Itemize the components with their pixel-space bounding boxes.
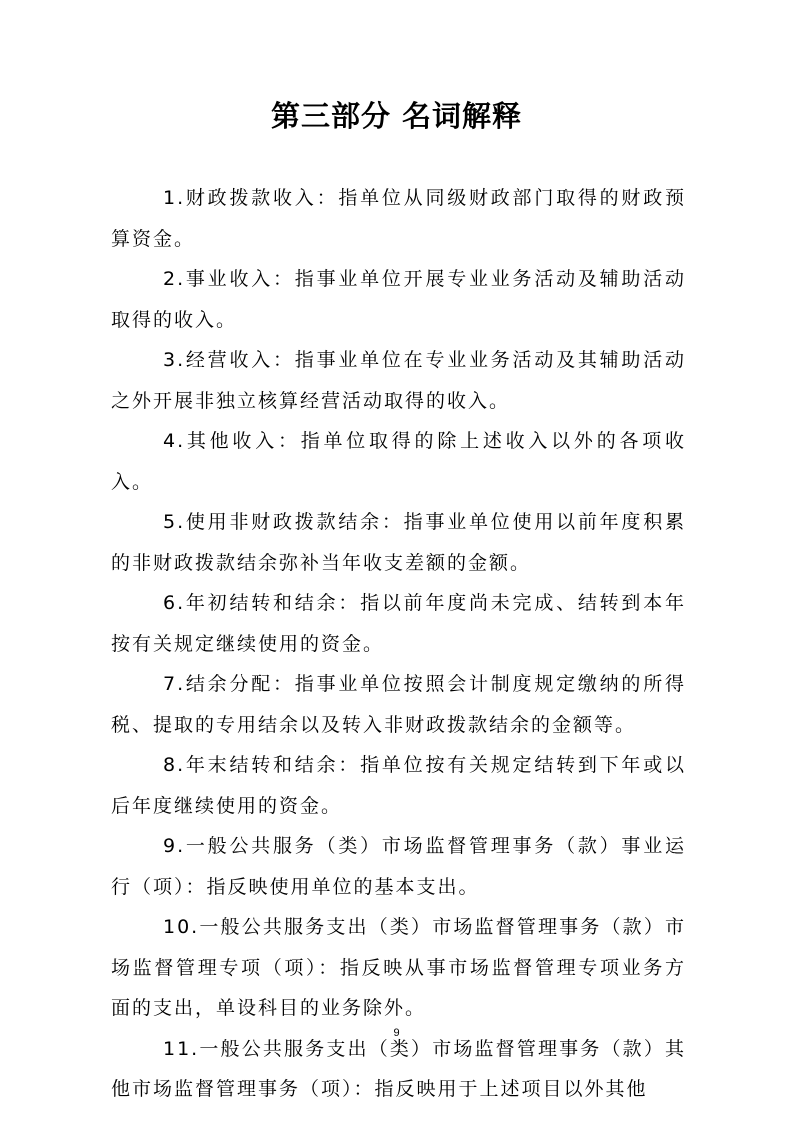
definition-paragraph: 1.财政拨款收入：指单位从同级财政部门取得的财政预算资金。 <box>111 187 686 250</box>
definition-paragraph: 2.事业收入：指事业单位开展专业业务活动及辅助活动取得的收入。 <box>111 268 686 331</box>
definition-paragraph: 6.年初结转和结余：指以前年度尚未完成、结转到本年按有关规定继续使用的资金。 <box>111 592 686 655</box>
page-number: 9 <box>393 1027 400 1039</box>
definition-paragraph: 8.年末结转和结余：指单位按有关规定结转到下年或以后年度继续使用的资金。 <box>111 754 686 817</box>
definitions-body <box>111 178 686 1110</box>
definition-paragraph: 7.结余分配：指事业单位按照会计制度规定缴纳的所得税、提取的专用结余以及转入非财政拨款结余的金额等。 <box>111 673 686 736</box>
definition-paragraph: 10.一般公共服务支出（类）市场监督管理事务（款）市场监督管理专项（项）：指反映从事市场监督管理专项业务方面的支出，单设科目的业务除外。 <box>111 916 686 1019</box>
definition-paragraph: 9.一般公共服务（类）市场监督管理事务（款）事业运行（项）：指反映使用单位的基本支出。 <box>111 835 686 898</box>
definition-paragraph: 4.其他收入：指单位取得的除上述收入以外的各项收入。 <box>111 430 686 493</box>
definition-paragraph: 3.经营收入：指事业单位在专业业务活动及其辅助活动之外开展非独立核算经营活动取得的收入。 <box>111 349 686 412</box>
definition-paragraph: 5.使用非财政拨款结余：指事业单位使用以前年度积累的非财政拨款结余弥补当年收支差额的金额。 <box>111 511 686 574</box>
definition-paragraph: 11.一般公共服务支出（类）市场监督管理事务（款）其他市场监督管理事务（项）：指反映用于上述项目以外其他 <box>111 1037 686 1100</box>
page-title: 第三部分 名词解释 <box>270 99 523 133</box>
